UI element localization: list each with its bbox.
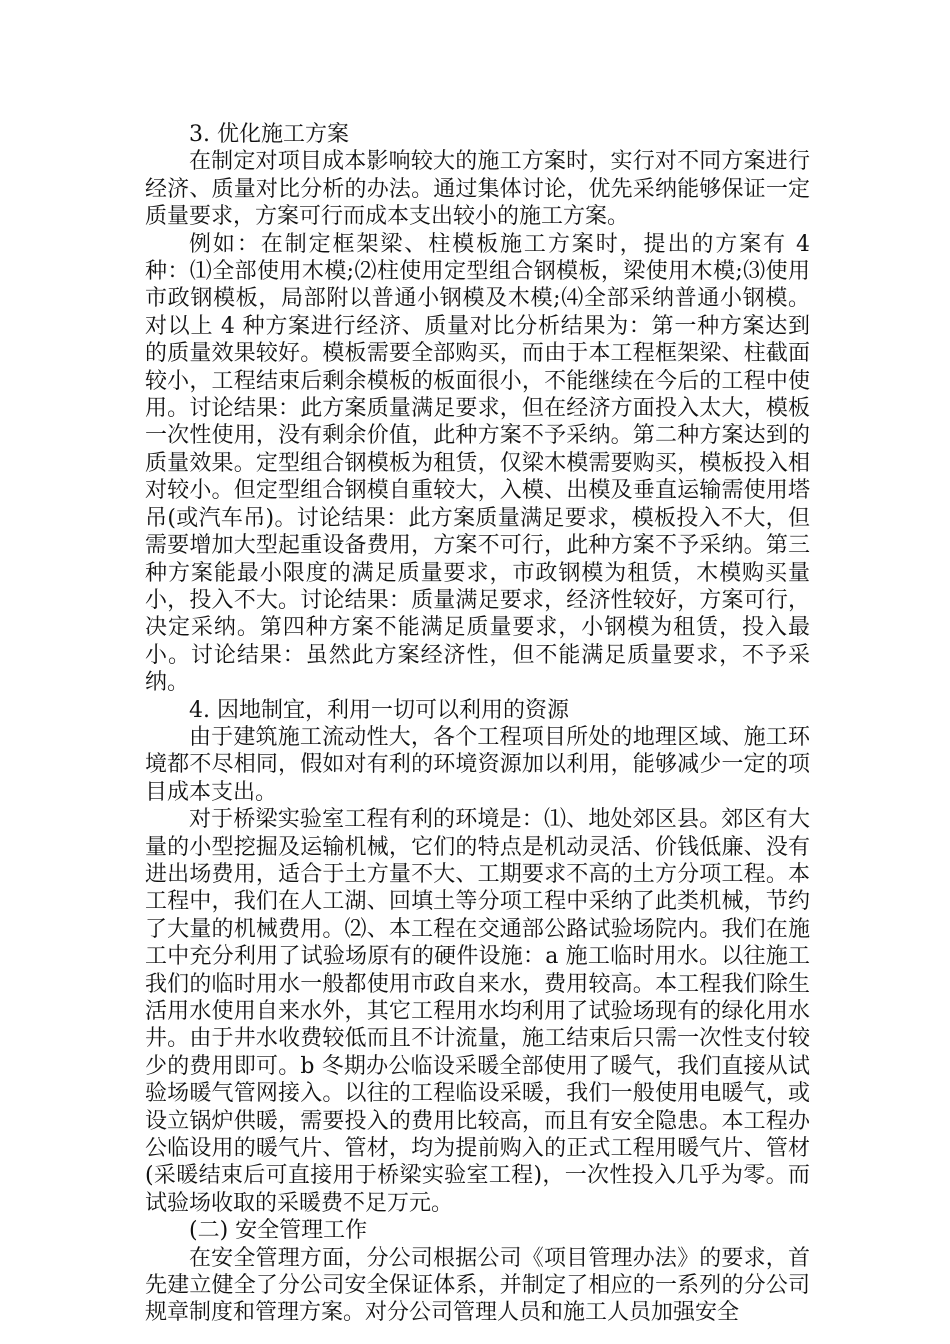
paragraph-resources-intro: 由于建筑施工流动性大，各个工程项目所处的地理区域、施工环境都不尽相同，假如对有利的环境资源加以利用，能够减少一定的项目成本支出。 <box>145 724 810 805</box>
paragraph-formwork-example: 例如：在制定框架梁、柱模板施工方案时，提出的方案有 4 种：⑴全部使用木模;⑵柱使用定型组合钢模板，梁使用木模;⑶使用市政钢模板，局部附以普通小钢模及木模;⑷全部采纳普通小钢模。对以上 4 种方案进行经济、质量对比分析结果为：第一种方案达到的质量效果较好。模板需要全部购买，而由于本工程框架梁、柱截面较小，工程结束后剩余模板的板面很小，不能继续在今后的工程中使用。讨论结果：此方案质量满足要求，但在经济方面投入太大，模板一次性使用，没有剩余价值，此种方案不予采纳。第二种方案达到的质量效果。定型组合钢模板为租赁，仅梁木模需要购买，模板投入相对较小。但定型组合钢模自重较大，入模、出模及垂直运输需使用塔吊(或汽车吊)。讨论结果：此方案质量满足要求，模板投入不大，但需要增加大型起重设备费用，方案不可行，此种方案不予采纳。第三种方案能最小限度的满足质量要求，市政钢模为租赁，木模购买量小，投入不大。讨论结果：质量满足要求，经济性较好，方案可行，决定采纳。第四种方案不能满足质量要求，小钢模为租赁，投入最小。讨论结果：虽然此方案经济性，但不能满足质量要求，不予采纳。 <box>145 231 810 696</box>
section-heading-optimize-plan: 3. 优化施工方案 <box>189 122 349 147</box>
paragraph-safety-intro: 在安全管理方面，分公司根据公司《项目管理办法》的要求，首先建立健全了分公司安全保证体系，并制定了相应的一系列的分公司规章制度和管理方案。对分公司管理人员和施工人员加强安全 <box>145 1245 810 1326</box>
paragraph-plan-intro: 在制定对项目成本影响较大的施工方案时，实行对不同方案进行经济、质量对比分析的办法。通过集体讨论，优先采纳能够保证一定质量要求，方案可行而成本支出较小的施工方案。 <box>145 149 810 230</box>
section-heading-safety-management: (二) 安全管理工作 <box>189 1218 368 1244</box>
section-heading-local-resources: 4. 因地制宜，利用一切可以利用的资源 <box>189 697 569 723</box>
document-page <box>145 121 810 1327</box>
paragraph-bridge-lab-environment: 对于桥梁实验室工程有利的环境是：⑴、地处郊区县。郊区有大量的小型挖掘及运输机械，它们的特点是机动灵活、价钱低廉、没有进出场费用，适合于土方量不大、工期要求不高的土方分项工程。本工程中，我们在人工湖、回填土等分项工程中采纳了此类机械，节约了大量的机械费用。⑵、本工程在交通部公路试验场院内。我们在施工中充分利用了试验场原有的硬件设施：a 施工临时用水。以往施工我们的临时用水一般都使用市政自来水，费用较高。本工程我们除生活用水使用自来水外，其它工程用水均利用了试验场现有的绿化用水井。由于井水收费较低而且不计流量，施工结束后只需一次性支付较少的费用即可。b 冬期办公临设采暖全部使用了暖气，我们直接从试验场暖气管网接入。以往的工程临设采暖，我们一般使用电暖气，或设立锅炉供暖，需要投入的费用比较高，而且有安全隐患。本工程办公临设用的暖气片、管材，均为提前购入的正式工程用暖气片、管材(采暖结束后可直接用于桥梁实验室工程)，一次性投入几乎为零。而试验场收取的采暖费不足万元。 <box>145 807 810 1216</box>
